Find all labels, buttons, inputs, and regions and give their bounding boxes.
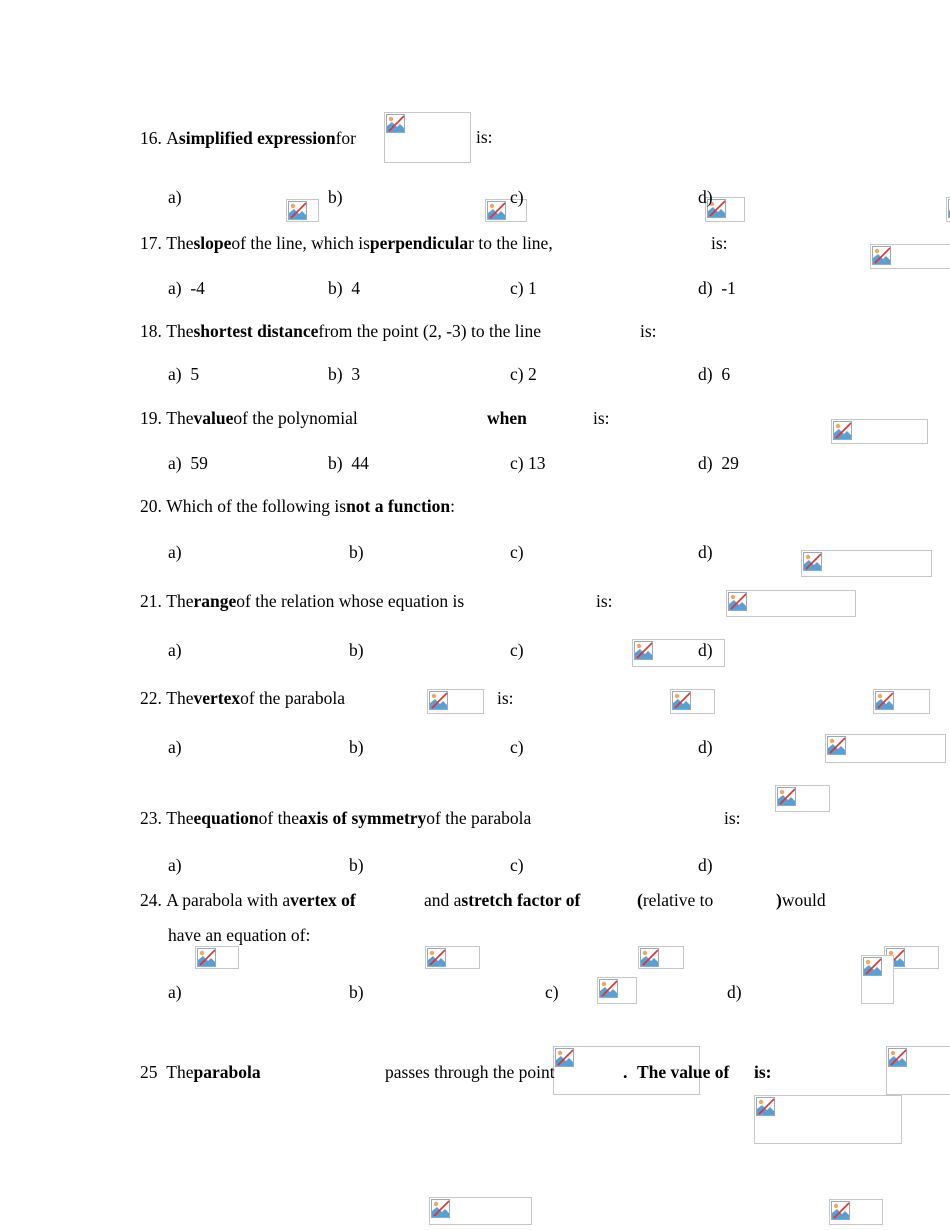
option-a-label[interactable]: a) (168, 542, 182, 562)
broken-image-icon (873, 689, 930, 714)
question-number: 18. (140, 320, 162, 341)
option-c-label[interactable]: c) (510, 737, 524, 757)
question-number: 23. (140, 807, 162, 828)
option-d-label[interactable]: d) (698, 640, 713, 660)
option-c-label[interactable]: c) (510, 640, 524, 660)
question-number: 25 (140, 1061, 158, 1082)
option-c-label[interactable]: c) (545, 982, 559, 1002)
broken-image-icon (286, 199, 319, 222)
option-d[interactable]: d) 29 (698, 453, 739, 473)
broken-image-icon (597, 977, 637, 1004)
option-b-label[interactable]: b) (349, 737, 364, 757)
question-number: 19. (140, 407, 162, 428)
question-number: 16. (140, 127, 162, 148)
option-d-label[interactable]: d) (698, 187, 713, 207)
option-a-label[interactable]: a) (168, 640, 182, 660)
question-16: 16. A simplified expression for (140, 127, 357, 148)
option-a[interactable]: a) 59 (168, 453, 208, 473)
option-a-label[interactable]: a) (168, 855, 182, 875)
broken-image-icon (195, 946, 239, 969)
question-number: 21. (140, 590, 162, 611)
question-21: 21. The range of the relation whose equation is (140, 590, 465, 611)
broken-image-icon (831, 419, 928, 444)
question-25: 25 The parabola (140, 1061, 261, 1082)
option-b-label[interactable]: b) (349, 542, 364, 562)
broken-image-icon (946, 197, 950, 222)
option-a-label[interactable]: a) (168, 187, 182, 207)
option-c[interactable]: c) 2 (510, 364, 537, 384)
broken-image-icon (670, 689, 715, 714)
option-b-label[interactable]: b) (349, 982, 364, 1002)
option-b[interactable]: b) 4 (328, 278, 361, 298)
option-a[interactable]: a) 5 (168, 364, 200, 384)
broken-image-icon (384, 112, 471, 163)
broken-image-icon (870, 244, 950, 269)
option-d[interactable]: d) 6 (698, 364, 731, 384)
broken-image-icon (775, 785, 830, 812)
question-number: 22. (140, 687, 162, 708)
broken-image-icon (425, 946, 480, 969)
broken-image-icon (886, 1046, 950, 1095)
option-c-label[interactable]: c) (510, 542, 524, 562)
option-a-label[interactable]: a) (168, 982, 182, 1002)
option-d-label[interactable]: d) (698, 542, 713, 562)
option-d-label[interactable]: d) (727, 982, 742, 1002)
question-number: 17. (140, 232, 162, 253)
question-20: 20. Which of the following is not a function : (140, 495, 455, 516)
broken-image-icon (825, 734, 946, 763)
option-c-label[interactable]: c) (510, 187, 524, 207)
broken-image-icon (754, 1095, 902, 1144)
option-d-label[interactable]: d) (698, 855, 713, 875)
broken-image-icon (829, 1199, 883, 1225)
question-19: 19. The value of the polynomial (140, 407, 358, 428)
broken-image-icon (861, 955, 894, 1004)
option-a-label[interactable]: a) (168, 737, 182, 757)
question-number: 20. (140, 495, 162, 516)
broken-image-icon (638, 946, 684, 969)
option-c[interactable]: c) 13 (510, 453, 546, 473)
broken-image-icon (427, 689, 484, 714)
question-18: 18. The shortest distance from the point (2, -3) to the line (140, 320, 541, 341)
option-b-label[interactable]: b) (349, 855, 364, 875)
option-b-label[interactable]: b) (349, 640, 364, 660)
question-24: 24. A parabola with a vertex of (140, 889, 356, 910)
question-17: 17. The slope of the line, which is perpendicula r to the line, (140, 232, 553, 253)
option-d-label[interactable]: d) (698, 737, 713, 757)
option-d[interactable]: d) -1 (698, 278, 736, 298)
option-c[interactable]: c) 1 (510, 278, 537, 298)
option-c-label[interactable]: c) (510, 855, 524, 875)
question-number: 24. (140, 889, 162, 910)
broken-image-icon (801, 550, 932, 577)
option-b-label[interactable]: b) (328, 187, 343, 207)
question-23: 23. The equation of the axis of symmetry of the parabola (140, 807, 532, 828)
option-b[interactable]: b) 3 (328, 364, 361, 384)
broken-image-icon (429, 1197, 532, 1225)
broken-image-icon (726, 590, 856, 617)
question-22: 22. The vertex of the parabola (140, 687, 346, 708)
option-b[interactable]: b) 44 (328, 453, 369, 473)
option-a[interactable]: a) -4 (168, 278, 205, 298)
